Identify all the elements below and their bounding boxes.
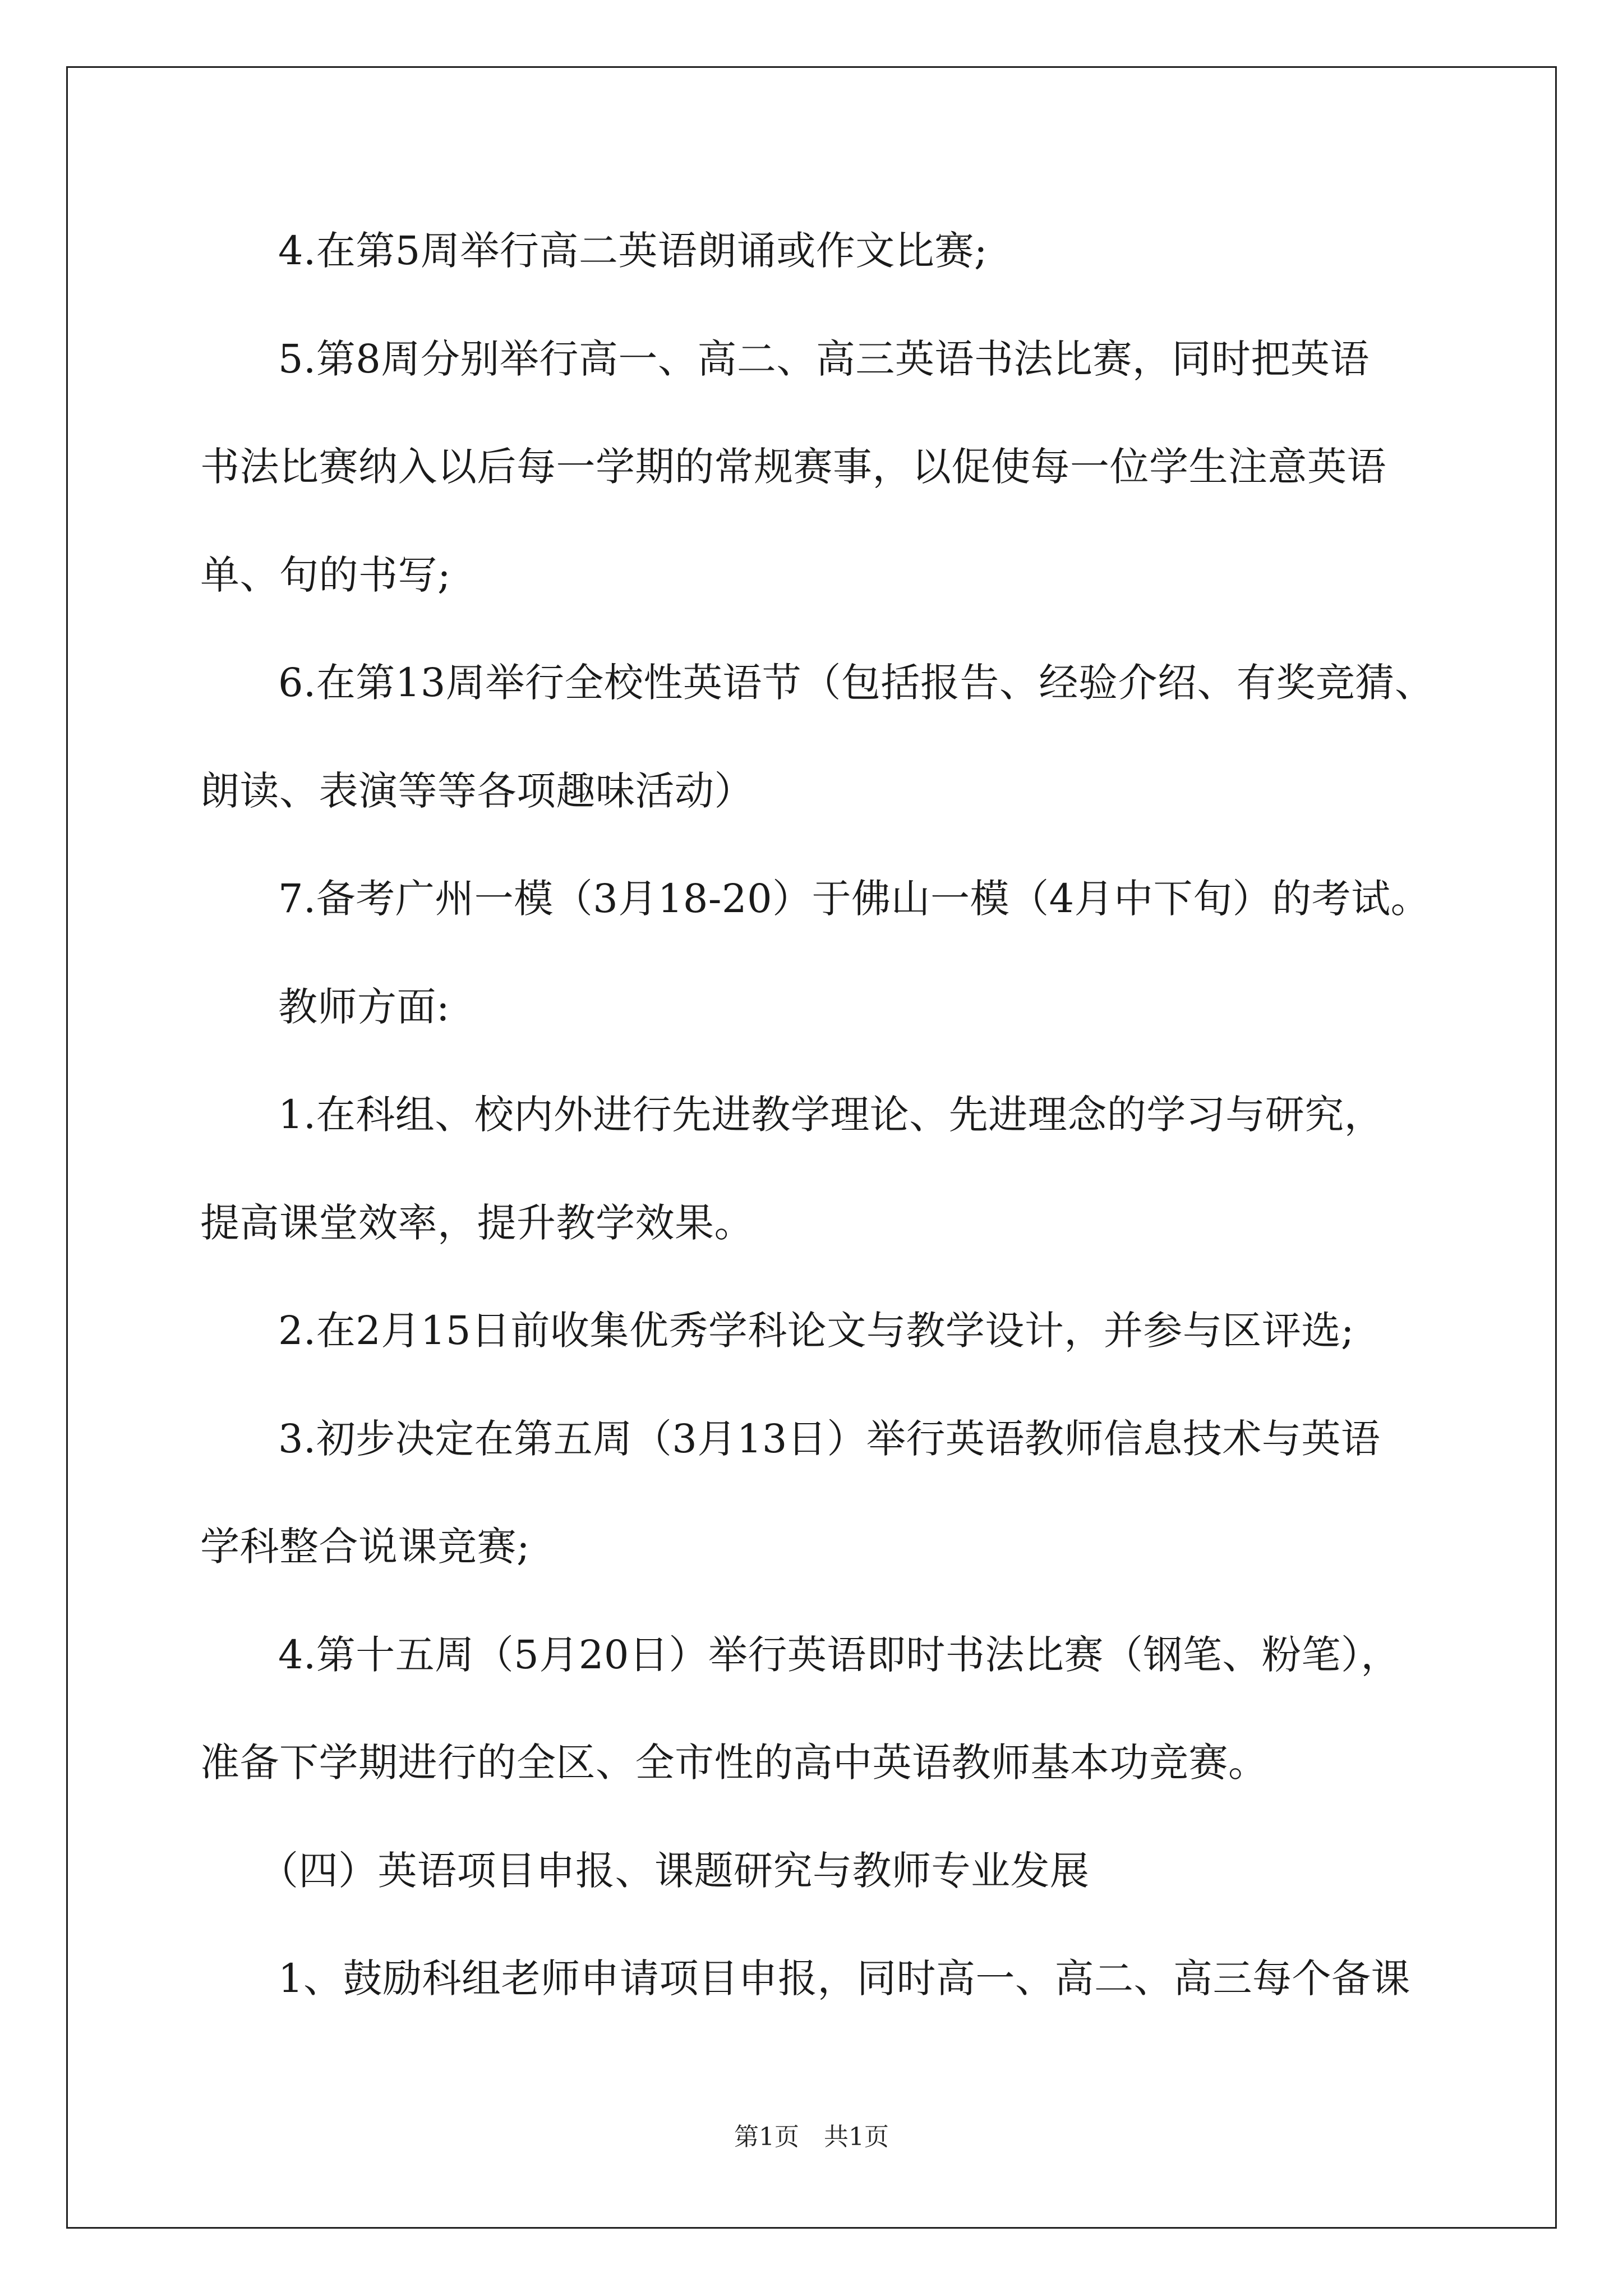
text-line: 3.初步决定在第五周（3月13日）举行英语教师信息技术与英语 bbox=[278, 1416, 1381, 1462]
text-line: 4.在第5周举行高二英语朗诵或作文比赛; bbox=[278, 228, 988, 274]
text-line: 朗读、表演等等各项趣味活动） bbox=[200, 768, 754, 814]
text-line: 1.在科组、校内外进行先进教学理论、先进理念的学习与研究， bbox=[278, 1092, 1384, 1138]
text-line: 2.在2月15日前收集优秀学科论文与教学设计，并参与区评选; bbox=[278, 1308, 1354, 1354]
page-footer: 第1页 共1页 bbox=[734, 2123, 889, 2151]
text-line: 准备下学期进行的全区、全市性的高中英语教师基本功竞赛。 bbox=[200, 1740, 1268, 1786]
text-line: 5.第8周分别举行高一、高二、高三英语书法比赛，同时把英语 bbox=[278, 336, 1370, 382]
text-line: 1、鼓励科组老师申请项目申报，同时高一、高二、高三每个备课 bbox=[278, 1955, 1411, 2001]
text-line: 4.第十五周（5月20日）举行英语即时书法比赛（钢笔、粉笔）， bbox=[278, 1632, 1400, 1678]
text-line: 6.在第13周举行全校性英语节（包括报告、经验介绍、有奖竞猜、 bbox=[278, 660, 1435, 706]
text-line: 单、句的书写; bbox=[200, 552, 451, 598]
text-line: 7.备考广州一模（3月18-20）于佛山一模（4月中下旬）的考试。 bbox=[278, 876, 1431, 922]
text-line: 学科整合说课竞赛; bbox=[200, 1524, 531, 1570]
text-line: 书法比赛纳入以后每一学期的常规赛事，以促使每一位学生注意英语 bbox=[200, 444, 1386, 490]
section-heading: 教师方面: bbox=[278, 984, 450, 1030]
text-line: 提高课堂效率，提升教学效果。 bbox=[200, 1200, 754, 1246]
section-heading: （四）英语项目申报、课题研究与教师专业发展 bbox=[259, 1848, 1090, 1894]
